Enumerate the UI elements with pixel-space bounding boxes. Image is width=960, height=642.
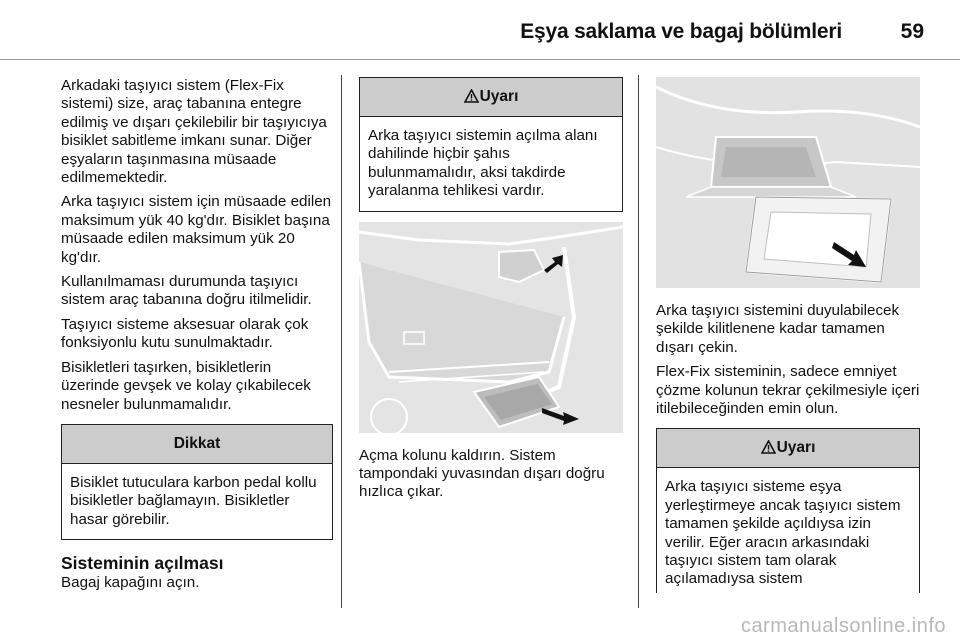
column-1 (61, 77, 333, 593)
watermark: carmanualsonline.info (740, 615, 946, 637)
column-3 (656, 77, 920, 605)
illustration-caption: Açma kolunu kaldırın. Sistem tampondaki yuvasından dışarı doğru hızlıca çıkar. (359, 446, 605, 501)
paragraph: Flex-Fix sisteminin, sadece emniyet çözme kolunun tekrar çekilmesiyle içeri itilebileceğinden emin olun. (656, 363, 920, 418)
warning-triangle-icon (464, 89, 479, 103)
carrier-drawing (656, 77, 920, 288)
caution-box (61, 424, 333, 540)
paragraph: Arka taşıyıcı sistemini duyulabilecek şekilde kilitlenene kadar tamamen dışarı çekin. (656, 302, 900, 356)
caution-heading: Dikkat (62, 425, 332, 464)
section-text: Bagaj kapağını açın. (61, 574, 200, 592)
warning-heading: Uyarı (776, 439, 816, 457)
trunk-drawing (359, 222, 623, 433)
warning-box (359, 77, 623, 212)
paragraph: Arkadaki taşıyıcı sistem (Flex-Fix sistemi) size, araç tabanına entegre edilmiş ve dışarı çekilebilir bir taşıyıcıya bisiklet sabitleme imkanı sunar. Diğer eşyaların taşınmasına müsaade edilmemektedir. (61, 77, 327, 187)
warning-heading: Uyarı (479, 88, 519, 105)
paragraph: Arka taşıyıcı sistem için müsaade edilen maksimum yük 40 kg'dır. Bisiklet başına müsaade edilen maksimum yük 20 kg'dır. (61, 193, 332, 266)
caution-body: Bisiklet tutuculara karbon pedal kollu bisikletler bağlamayın. Bisikletler hasar görebilir. (70, 473, 317, 528)
paragraph: Taşıyıcı sisteme aksesuar olarak çok fonksiyonlu kutu sunulmaktadır. (61, 315, 309, 352)
carrier-illustration (656, 77, 920, 288)
warning-header (657, 429, 919, 468)
page-title: Eşya saklama ve bagaj bölümleri (520, 20, 842, 43)
warning-triangle-icon (761, 440, 776, 454)
warning-body: Arka taşıyıcı sistemin açılma alanı dahilinde hiçbir şahıs bulunmamalıdır, aksi takdirde yaralanma tehlikesi vardır. (368, 127, 598, 200)
warning-body: Arka taşıyıcı sisteme eşya yerleştirmeye ancak taşıyıcı sistem tamamen şekilde açıldıysa izin verilir. Eğer aracın arkasındaki taşıyıcı sistem tam olarak açılamadıysa sistem (665, 478, 901, 588)
page-number: 59 (900, 20, 924, 43)
column-divider-2 (638, 75, 639, 608)
trunk-illustration (359, 222, 623, 433)
column-divider-1 (341, 75, 342, 608)
warning-box-continued (656, 428, 920, 592)
warning-header (360, 78, 622, 117)
column-2 (359, 77, 623, 502)
paragraph: Bisikletleri taşırken, bisikletlerin üzerinde gevşek ve kolay çıkabilecek nesneler bulunmamalıdır. (61, 358, 311, 413)
section-heading: Sisteminin açılması (61, 553, 224, 574)
header-rule (0, 59, 960, 60)
paragraph: Kullanılmaması durumunda taşıyıcı sistem araç tabanına doğru itilmelidir. (61, 273, 312, 309)
